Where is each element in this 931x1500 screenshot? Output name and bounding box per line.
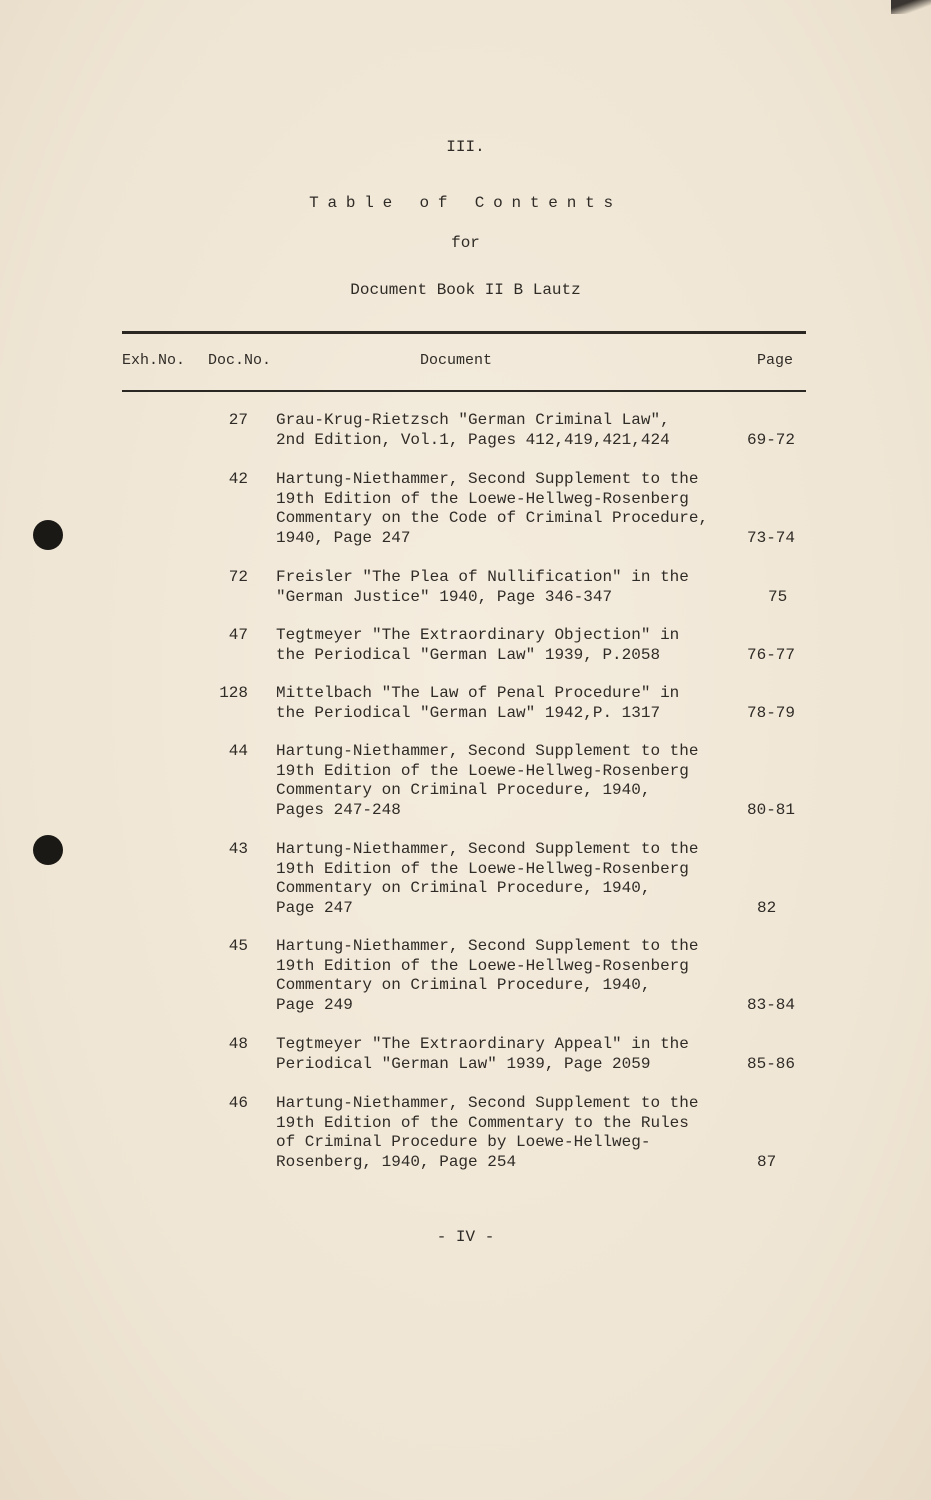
- punch-hole: [33, 835, 63, 865]
- document-description: Hartung-Niethammer, Second Supplement to the 19th Edition of the Commentary to the Rules of Criminal Procedure by Loewe-Hellweg- Rosenberg, 1940, Page 254: [276, 1094, 699, 1171]
- doc-number: 45: [228, 937, 248, 955]
- page-number-bottom: - IV -: [436, 1228, 495, 1246]
- doc-number: 72: [228, 568, 248, 586]
- document-description: Hartung-Niethammer, Second Supplement to the 19th Edition of the Loewe-Hellweg-Rosenberg Commentary on Criminal Procedure, 1940, Page 247: [276, 840, 699, 917]
- doc-number: 47: [228, 626, 248, 644]
- page-range: 85-86: [747, 1054, 796, 1073]
- page-range: 87: [757, 1152, 777, 1171]
- document-description: Hartung-Niethammer, Second Supplement to the 19th Edition of the Loewe-Hellweg-Rosenberg Commentary on Criminal Procedure, 1940, Pages 247-248: [276, 742, 699, 819]
- document-description: Tegtmeyer "The Extraordinary Objection" in the Periodical "German Law" 1939, P.2058: [276, 626, 680, 664]
- page-range: 76-77: [747, 645, 796, 664]
- torn-corner: [891, 0, 931, 14]
- page-range: 82: [757, 898, 777, 917]
- document-description: Tegtmeyer "The Extraordinary Appeal" in the Periodical "German Law" 1939, Page 2059: [276, 1035, 689, 1073]
- doc-number: 43: [228, 840, 248, 858]
- document-description: Mittelbach "The Law of Penal Procedure" in the Periodical "German Law" 1942,P. 1317: [276, 684, 680, 722]
- divider-top: [122, 331, 806, 334]
- column-header-exh-no: Exh.No.: [122, 352, 186, 369]
- book-title: Document Book II B Lautz: [350, 281, 581, 299]
- doc-number: 42: [228, 470, 248, 488]
- column-header-page: Page: [757, 352, 794, 369]
- doc-number: 46: [228, 1094, 248, 1112]
- doc-number: 44: [228, 742, 248, 760]
- doc-number: 48: [228, 1035, 248, 1053]
- document-description: Hartung-Niethammer, Second Supplement to the 19th Edition of the Loewe-Hellweg-Rosenberg Commentary on Criminal Procedure, 1940, Page 249: [276, 937, 699, 1014]
- document-description: Freisler "The Plea of Nullification" in the "German Justice" 1940, Page 346-347: [276, 568, 689, 606]
- page-range: 80-81: [747, 800, 796, 819]
- doc-number: 128: [219, 684, 248, 702]
- column-header-document: Document: [420, 352, 493, 369]
- document-description: Hartung-Niethammer, Second Supplement to the 19th Edition of the Loewe-Hellweg-Rosenberg Commentary on the Code of Criminal Procedure, 1940, Page 247: [276, 470, 709, 547]
- page-range: 78-79: [747, 703, 796, 722]
- document-description: Grau-Krug-Rietzsch "German Criminal Law", 2nd Edition, Vol.1, Pages 412,419,421,424: [276, 411, 670, 449]
- divider-header: [122, 390, 806, 392]
- page-number-top: III.: [446, 138, 485, 156]
- page-range: 69-72: [747, 430, 796, 449]
- punch-hole: [33, 520, 63, 550]
- doc-number: 27: [228, 411, 248, 429]
- page-range: 73-74: [747, 528, 796, 547]
- page-range: 83-84: [747, 995, 796, 1014]
- page-range: 75: [768, 587, 788, 606]
- for-line: for: [451, 234, 480, 252]
- column-header-doc-no: Doc.No.: [208, 352, 272, 369]
- page-title: Table of Contents: [309, 194, 622, 212]
